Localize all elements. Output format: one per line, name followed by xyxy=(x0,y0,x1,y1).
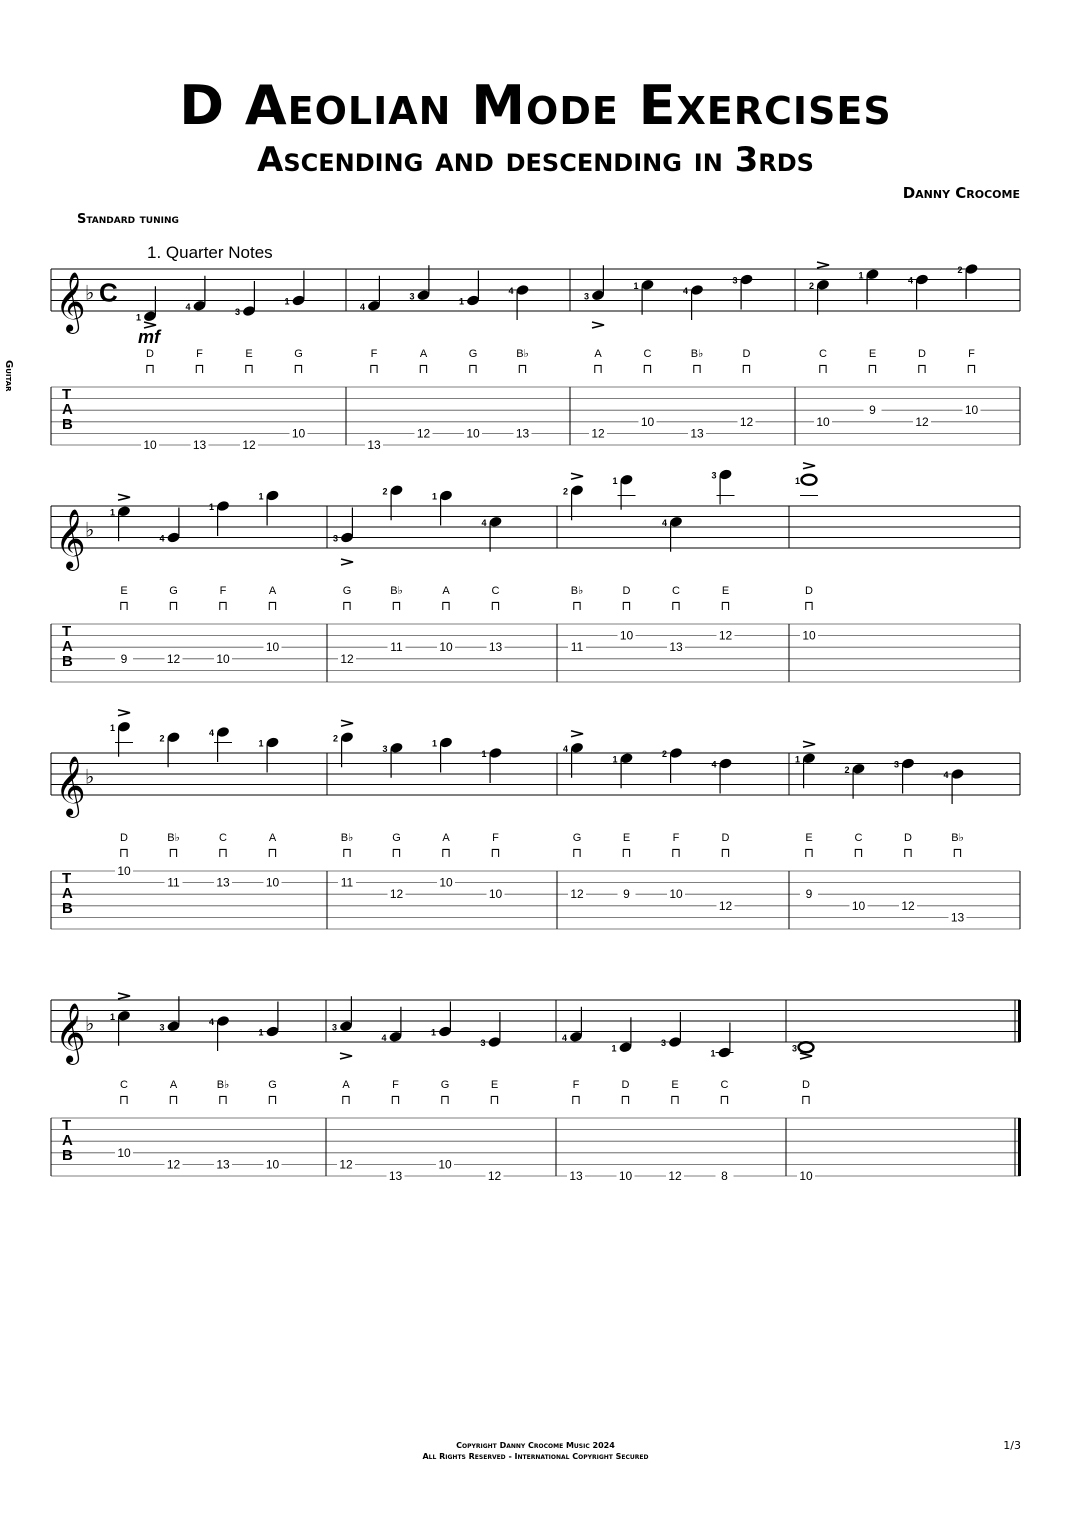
tab-fret-number: 9 xyxy=(805,887,813,902)
note-name: E xyxy=(721,585,730,597)
fingering-number: 1 xyxy=(432,738,438,749)
time-signature: C xyxy=(99,277,118,308)
downstroke-symbol: ⊓ xyxy=(720,845,731,860)
final-barline xyxy=(1018,1118,1021,1176)
note-name: B♭ xyxy=(690,348,704,360)
note-name: F xyxy=(219,585,227,597)
tab-fret-number: 12 xyxy=(591,426,605,441)
note-name: E xyxy=(805,832,813,844)
note-name: F xyxy=(968,348,975,360)
note-name: D xyxy=(802,1079,810,1091)
tab-fret-number: 13 xyxy=(216,875,230,890)
fingering-number: 1 xyxy=(710,1048,716,1059)
tab-fret-number: 10 xyxy=(265,875,280,890)
fingering-number: 1 xyxy=(110,722,116,733)
fingering-number: 1 xyxy=(431,1027,437,1038)
note-name: F xyxy=(672,832,680,844)
tab-fret-number: 10 xyxy=(619,628,634,643)
fingering-number: 1 xyxy=(136,312,142,323)
tab-fret-number: 9 xyxy=(869,403,876,418)
downstroke-symbol: ⊓ xyxy=(670,845,682,860)
tab-fret-number: 13 xyxy=(515,426,530,441)
tab-fret-number: 10 xyxy=(439,640,453,655)
treble-clef: 𝄞 xyxy=(55,1004,86,1062)
note-name: E xyxy=(622,832,631,844)
fingering-number: 4 xyxy=(683,286,689,296)
downstroke-symbol: ⊓ xyxy=(489,1092,500,1107)
tab-clef-letter: A xyxy=(62,401,73,418)
fingering-number: 4 xyxy=(508,286,514,296)
note-name: A xyxy=(442,832,450,844)
fingering-number: 3 xyxy=(584,291,590,302)
downstroke-symbol: ⊓ xyxy=(490,598,501,613)
copyright-line-2: All Rights Reserved - International Copyright Secured xyxy=(422,1452,649,1461)
fingering-number: 3 xyxy=(480,1038,486,1048)
note-name: A xyxy=(594,348,602,360)
tab-clef-letter: T xyxy=(62,870,72,887)
accent-mark xyxy=(803,463,815,469)
downstroke-symbol: ⊓ xyxy=(592,361,604,376)
fingering-number: 4 xyxy=(908,275,914,286)
tab-fret-number: 13 xyxy=(367,438,381,452)
fingering-number: 1 xyxy=(858,270,864,281)
note-name: D xyxy=(742,348,751,360)
downstroke-symbol: ⊓ xyxy=(267,845,278,860)
fingering-number: 1 xyxy=(209,502,215,512)
tab-fret-number: 13 xyxy=(388,1169,403,1183)
fingering-number: 3 xyxy=(159,1022,165,1033)
downstroke-symbol: ⊓ xyxy=(621,845,632,860)
note-name: A xyxy=(442,585,450,597)
tab-fret-number: 10 xyxy=(640,414,655,429)
fingering-number: 1 xyxy=(612,475,618,486)
downstroke-symbol: ⊓ xyxy=(691,361,703,376)
fingering-number: 3 xyxy=(409,291,415,302)
tab-fret-number: 12 xyxy=(668,1169,682,1183)
fingering-number: 2 xyxy=(333,733,339,744)
tab-fret-number: 10 xyxy=(439,875,453,890)
tab-fret-number: 10 xyxy=(216,651,230,666)
fingering-number: 2 xyxy=(844,764,850,775)
tab-fret-number: 10 xyxy=(143,438,157,452)
note-name: E xyxy=(868,348,877,360)
accent-mark xyxy=(341,559,353,565)
tab-fret-number: 12 xyxy=(570,887,584,902)
note-name: B♭ xyxy=(570,585,584,597)
note-name: D xyxy=(146,348,154,360)
tab-fret-number: 13 xyxy=(690,426,704,441)
downstroke-symbol: ⊓ xyxy=(118,1092,130,1107)
tab-fret-number: 10 xyxy=(117,1145,131,1160)
note-name: D xyxy=(621,1079,630,1091)
fingering-number: 1 xyxy=(611,1043,617,1054)
key-signature-flat: ♭ xyxy=(85,1013,95,1036)
downstroke-symbol: ⊓ xyxy=(368,361,380,376)
fingering-number: 1 xyxy=(633,280,639,291)
fingering-number: 1 xyxy=(612,754,618,765)
downstroke-symbol: ⊓ xyxy=(168,1092,179,1107)
tab-fret-number: 13 xyxy=(669,640,683,655)
note-name: G xyxy=(392,832,401,844)
note-name: C xyxy=(720,1079,729,1091)
downstroke-symbol: ⊓ xyxy=(391,845,402,860)
note-name: G xyxy=(342,585,352,597)
fingering-number: 3 xyxy=(711,470,717,481)
tab-clef-letter: T xyxy=(62,386,72,403)
tab-clef-letter: T xyxy=(62,623,72,640)
tab-fret-number: 10 xyxy=(265,640,280,655)
note-name: E xyxy=(671,1079,679,1091)
note-name: E xyxy=(490,1079,499,1091)
tab-clef-letter: A xyxy=(62,885,73,902)
downstroke-symbol: ⊓ xyxy=(517,361,528,376)
downstroke-symbol: ⊓ xyxy=(952,845,963,860)
tab-fret-number: 10 xyxy=(265,1157,280,1172)
accent-mark xyxy=(592,322,604,328)
tab-fret-number: 12 xyxy=(718,628,733,643)
note-name: A xyxy=(268,585,277,597)
downstroke-symbol: ⊓ xyxy=(217,845,229,860)
tab-fret-number: 12 xyxy=(915,414,929,429)
tab-fret-number: 10 xyxy=(669,887,683,902)
downstroke-symbol: ⊓ xyxy=(669,1092,681,1107)
fingering-number: 3 xyxy=(333,533,339,544)
note-name: C xyxy=(819,348,827,360)
note-name: G xyxy=(572,832,582,844)
downstroke-symbol: ⊓ xyxy=(916,361,928,376)
fingering-number: 1 xyxy=(481,749,487,759)
note-name: C xyxy=(672,585,680,597)
tab-fret-number: 12 xyxy=(242,438,256,452)
note-name: F xyxy=(392,1079,399,1091)
tab-fret-number: 9 xyxy=(120,651,128,666)
fingering-number: 2 xyxy=(563,486,569,497)
note-name: A xyxy=(342,1079,350,1091)
fingering-number: 4 xyxy=(943,770,949,780)
downstroke-symbol: ⊓ xyxy=(440,598,452,613)
downstroke-symbol: ⊓ xyxy=(217,1092,229,1107)
accent-mark xyxy=(341,720,353,726)
accent-mark xyxy=(340,1053,352,1059)
tab-clef-letter: A xyxy=(62,1132,73,1149)
key-signature-flat: ♭ xyxy=(85,766,95,789)
downstroke-symbol: ⊓ xyxy=(803,598,815,613)
downstroke-symbol: ⊓ xyxy=(867,361,878,376)
fingering-number: 2 xyxy=(159,733,165,744)
downstroke-symbol: ⊓ xyxy=(803,845,815,860)
note-name: D xyxy=(805,585,813,597)
tab-fret-number: 10 xyxy=(799,1169,813,1183)
downstroke-symbol: ⊓ xyxy=(719,1092,730,1107)
fingering-number: 2 xyxy=(809,280,815,291)
fingering-number: 4 xyxy=(159,533,165,544)
fingering-number: 4 xyxy=(562,1032,568,1043)
fingering-number: 1 xyxy=(110,1011,116,1022)
note-name: G xyxy=(268,1079,277,1091)
downstroke-symbol: ⊓ xyxy=(194,361,205,376)
fingering-number: 2 xyxy=(957,265,963,275)
score-title: D Aeolian Mode Exercises xyxy=(179,74,892,137)
note-name: C xyxy=(643,348,652,360)
downstroke-symbol: ⊓ xyxy=(390,1092,401,1107)
note-name: B♭ xyxy=(340,832,354,844)
fingering-number: 4 xyxy=(360,301,366,312)
note-name: F xyxy=(370,348,378,360)
fingering-number: 3 xyxy=(332,1022,338,1033)
note-name: C xyxy=(219,832,227,844)
fingering-number: 1 xyxy=(258,1027,264,1038)
note-name: F xyxy=(492,832,499,844)
fingering-number: 4 xyxy=(209,728,215,738)
tab-fret-number: 12 xyxy=(739,414,754,429)
tab-clef-letter: B xyxy=(62,900,73,917)
downstroke-symbol: ⊓ xyxy=(642,361,653,376)
tab-fret-number: 10 xyxy=(816,414,830,429)
tab-fret-number: 11 xyxy=(167,875,180,890)
tab-fret-number: 13 xyxy=(569,1169,583,1183)
treble-clef: 𝄞 xyxy=(55,510,86,568)
note-name: B♭ xyxy=(167,832,180,844)
tab-fret-number: 10 xyxy=(466,426,480,441)
tab-fret-number: 12 xyxy=(416,426,431,441)
downstroke-symbol: ⊓ xyxy=(217,598,229,613)
whole-note-head xyxy=(799,1042,814,1052)
fingering-number: 3 xyxy=(661,1038,667,1048)
downstroke-symbol: ⊓ xyxy=(341,845,353,860)
tab-clef-letter: B xyxy=(62,1147,73,1164)
tab-fret-number: 12 xyxy=(389,887,404,902)
note-name: E xyxy=(120,585,128,597)
tab-clef-letter: B xyxy=(62,653,73,670)
accent-mark xyxy=(571,731,583,737)
fingering-number: 4 xyxy=(563,743,569,754)
downstroke-symbol: ⊓ xyxy=(490,845,501,860)
tab-fret-number: 11 xyxy=(570,640,584,655)
downstroke-symbol: ⊓ xyxy=(293,361,304,376)
key-signature-flat: ♭ xyxy=(85,519,95,542)
score-subtitle: Ascending and descending in 3rds xyxy=(257,140,814,180)
accent-mark xyxy=(800,1053,812,1059)
tab-fret-number: 11 xyxy=(340,875,354,890)
accent-mark xyxy=(118,710,130,716)
note-name: G xyxy=(169,585,178,597)
instrument-label: Guitar xyxy=(3,360,14,392)
fingering-number: 4 xyxy=(209,1017,215,1027)
downstroke-symbol: ⊓ xyxy=(341,598,353,613)
tab-fret-number: 13 xyxy=(950,910,965,925)
downstroke-symbol: ⊓ xyxy=(621,598,632,613)
fingering-number: 2 xyxy=(382,486,388,497)
fingering-number: 3 xyxy=(732,275,738,286)
note-name: G xyxy=(440,1079,450,1091)
note-name: G xyxy=(468,348,478,360)
fingering-number: 3 xyxy=(894,759,900,770)
downstroke-symbol: ⊓ xyxy=(853,845,864,860)
tab-fret-number: 10 xyxy=(438,1157,452,1172)
fingering-number: 4 xyxy=(481,517,487,528)
note-name: F xyxy=(196,348,203,360)
accent-mark xyxy=(118,993,130,999)
tab-fret-number: 10 xyxy=(802,628,816,643)
tab-fret-number: 12 xyxy=(166,651,181,666)
tab-fret-number: 12 xyxy=(340,651,354,666)
fingering-number: 3 xyxy=(382,743,388,754)
note-name: A xyxy=(169,1079,178,1091)
note-name: F xyxy=(572,1079,580,1091)
accent-mark xyxy=(571,473,583,479)
note-name: D xyxy=(622,585,631,597)
note-name: A xyxy=(419,348,428,360)
tab-fret-number: 10 xyxy=(488,887,503,902)
note-name: C xyxy=(491,585,500,597)
downstroke-symbol: ⊓ xyxy=(391,598,402,613)
dynamic-marking: mf xyxy=(138,327,160,347)
final-barline xyxy=(1018,1000,1021,1042)
key-signature-flat: ♭ xyxy=(85,282,95,305)
downstroke-symbol: ⊓ xyxy=(439,1092,451,1107)
note-name: D xyxy=(120,832,128,844)
tab-fret-number: 8 xyxy=(721,1169,728,1183)
note-name: D xyxy=(918,348,926,360)
downstroke-symbol: ⊓ xyxy=(570,1092,582,1107)
downstroke-symbol: ⊓ xyxy=(168,845,179,860)
tab-fret-number: 10 xyxy=(291,426,306,441)
note-name: D xyxy=(721,832,730,844)
downstroke-symbol: ⊓ xyxy=(571,845,583,860)
note-name: B♭ xyxy=(390,585,403,597)
fingering-number: 1 xyxy=(795,754,801,765)
downstroke-symbol: ⊓ xyxy=(800,1092,812,1107)
page-number: 1/3 xyxy=(1003,1439,1021,1452)
downstroke-symbol: ⊓ xyxy=(243,361,255,376)
tab-fret-number: 10 xyxy=(618,1169,633,1183)
tuning-label: Standard tuning xyxy=(77,212,179,227)
downstroke-symbol: ⊓ xyxy=(720,598,731,613)
fingering-number: 4 xyxy=(381,1032,387,1043)
fingering-number: 1 xyxy=(432,491,438,502)
fingering-number: 4 xyxy=(185,301,191,312)
fingering-number: 3 xyxy=(235,307,241,317)
downstroke-symbol: ⊓ xyxy=(418,361,429,376)
downstroke-symbol: ⊓ xyxy=(267,1092,278,1107)
tab-fret-number: 12 xyxy=(339,1157,353,1172)
fingering-number: 1 xyxy=(459,296,465,307)
whole-note-head xyxy=(802,475,817,485)
downstroke-symbol: ⊓ xyxy=(168,598,179,613)
fingering-number: 1 xyxy=(110,507,116,518)
downstroke-symbol: ⊓ xyxy=(571,598,583,613)
downstroke-symbol: ⊓ xyxy=(741,361,752,376)
tab-fret-number: 10 xyxy=(851,898,866,913)
tab-fret-number: 12 xyxy=(487,1169,502,1183)
downstroke-symbol: ⊓ xyxy=(467,361,479,376)
downstroke-symbol: ⊓ xyxy=(118,845,130,860)
fingering-number: 3 xyxy=(792,1043,798,1054)
section-label: 1. Quarter Notes xyxy=(147,243,273,262)
accent-mark xyxy=(817,262,829,268)
fingering-number: 1 xyxy=(258,738,264,749)
tab-fret-number: 13 xyxy=(192,438,207,452)
treble-clef: 𝄞 xyxy=(55,757,86,815)
tab-fret-number: 11 xyxy=(390,640,403,655)
note-name: A xyxy=(268,832,277,844)
tab-clef-letter: B xyxy=(62,416,73,433)
downstroke-symbol: ⊓ xyxy=(817,361,829,376)
downstroke-symbol: ⊓ xyxy=(340,1092,352,1107)
note-name: B♭ xyxy=(951,832,964,844)
accent-mark xyxy=(803,741,815,747)
copyright-footer xyxy=(0,1440,1071,1462)
accent-mark xyxy=(118,494,130,500)
downstroke-symbol: ⊓ xyxy=(620,1092,631,1107)
fingering-number: 1 xyxy=(795,475,801,486)
fingering-number: 2 xyxy=(662,749,668,759)
tab-fret-number: 13 xyxy=(216,1157,230,1172)
copyright-line-1: Copyright Danny Crocome Music 2024 xyxy=(456,1441,615,1450)
downstroke-symbol: ⊓ xyxy=(267,598,278,613)
note-name: C xyxy=(854,832,863,844)
tab-fret-number: 10 xyxy=(117,864,131,878)
tab-fret-number: 12 xyxy=(718,898,733,913)
composer-name: Danny Crocome xyxy=(902,184,1020,202)
fingering-number: 4 xyxy=(711,759,717,770)
note-name: E xyxy=(245,348,253,360)
tab-fret-number: 13 xyxy=(488,640,503,655)
tab-fret-number: 9 xyxy=(623,887,630,902)
tab-clef-letter: A xyxy=(62,638,73,655)
downstroke-symbol: ⊓ xyxy=(144,361,156,376)
downstroke-symbol: ⊓ xyxy=(440,845,452,860)
note-name: B♭ xyxy=(216,1079,230,1091)
note-name: B♭ xyxy=(516,348,529,360)
downstroke-symbol: ⊓ xyxy=(902,845,914,860)
note-name: D xyxy=(904,832,912,844)
downstroke-symbol: ⊓ xyxy=(118,598,130,613)
tab-clef-letter: T xyxy=(62,1117,72,1134)
downstroke-symbol: ⊓ xyxy=(670,598,682,613)
note-name: G xyxy=(294,348,303,360)
note-name: C xyxy=(120,1079,128,1091)
fingering-number: 1 xyxy=(284,296,290,307)
fingering-number: 1 xyxy=(258,491,264,502)
tab-fret-number: 12 xyxy=(901,898,915,913)
downstroke-symbol: ⊓ xyxy=(966,361,977,376)
tab-fret-number: 10 xyxy=(964,403,979,418)
fingering-number: 4 xyxy=(662,517,668,528)
treble-clef: 𝄞 xyxy=(55,273,86,331)
tab-fret-number: 12 xyxy=(166,1157,181,1172)
